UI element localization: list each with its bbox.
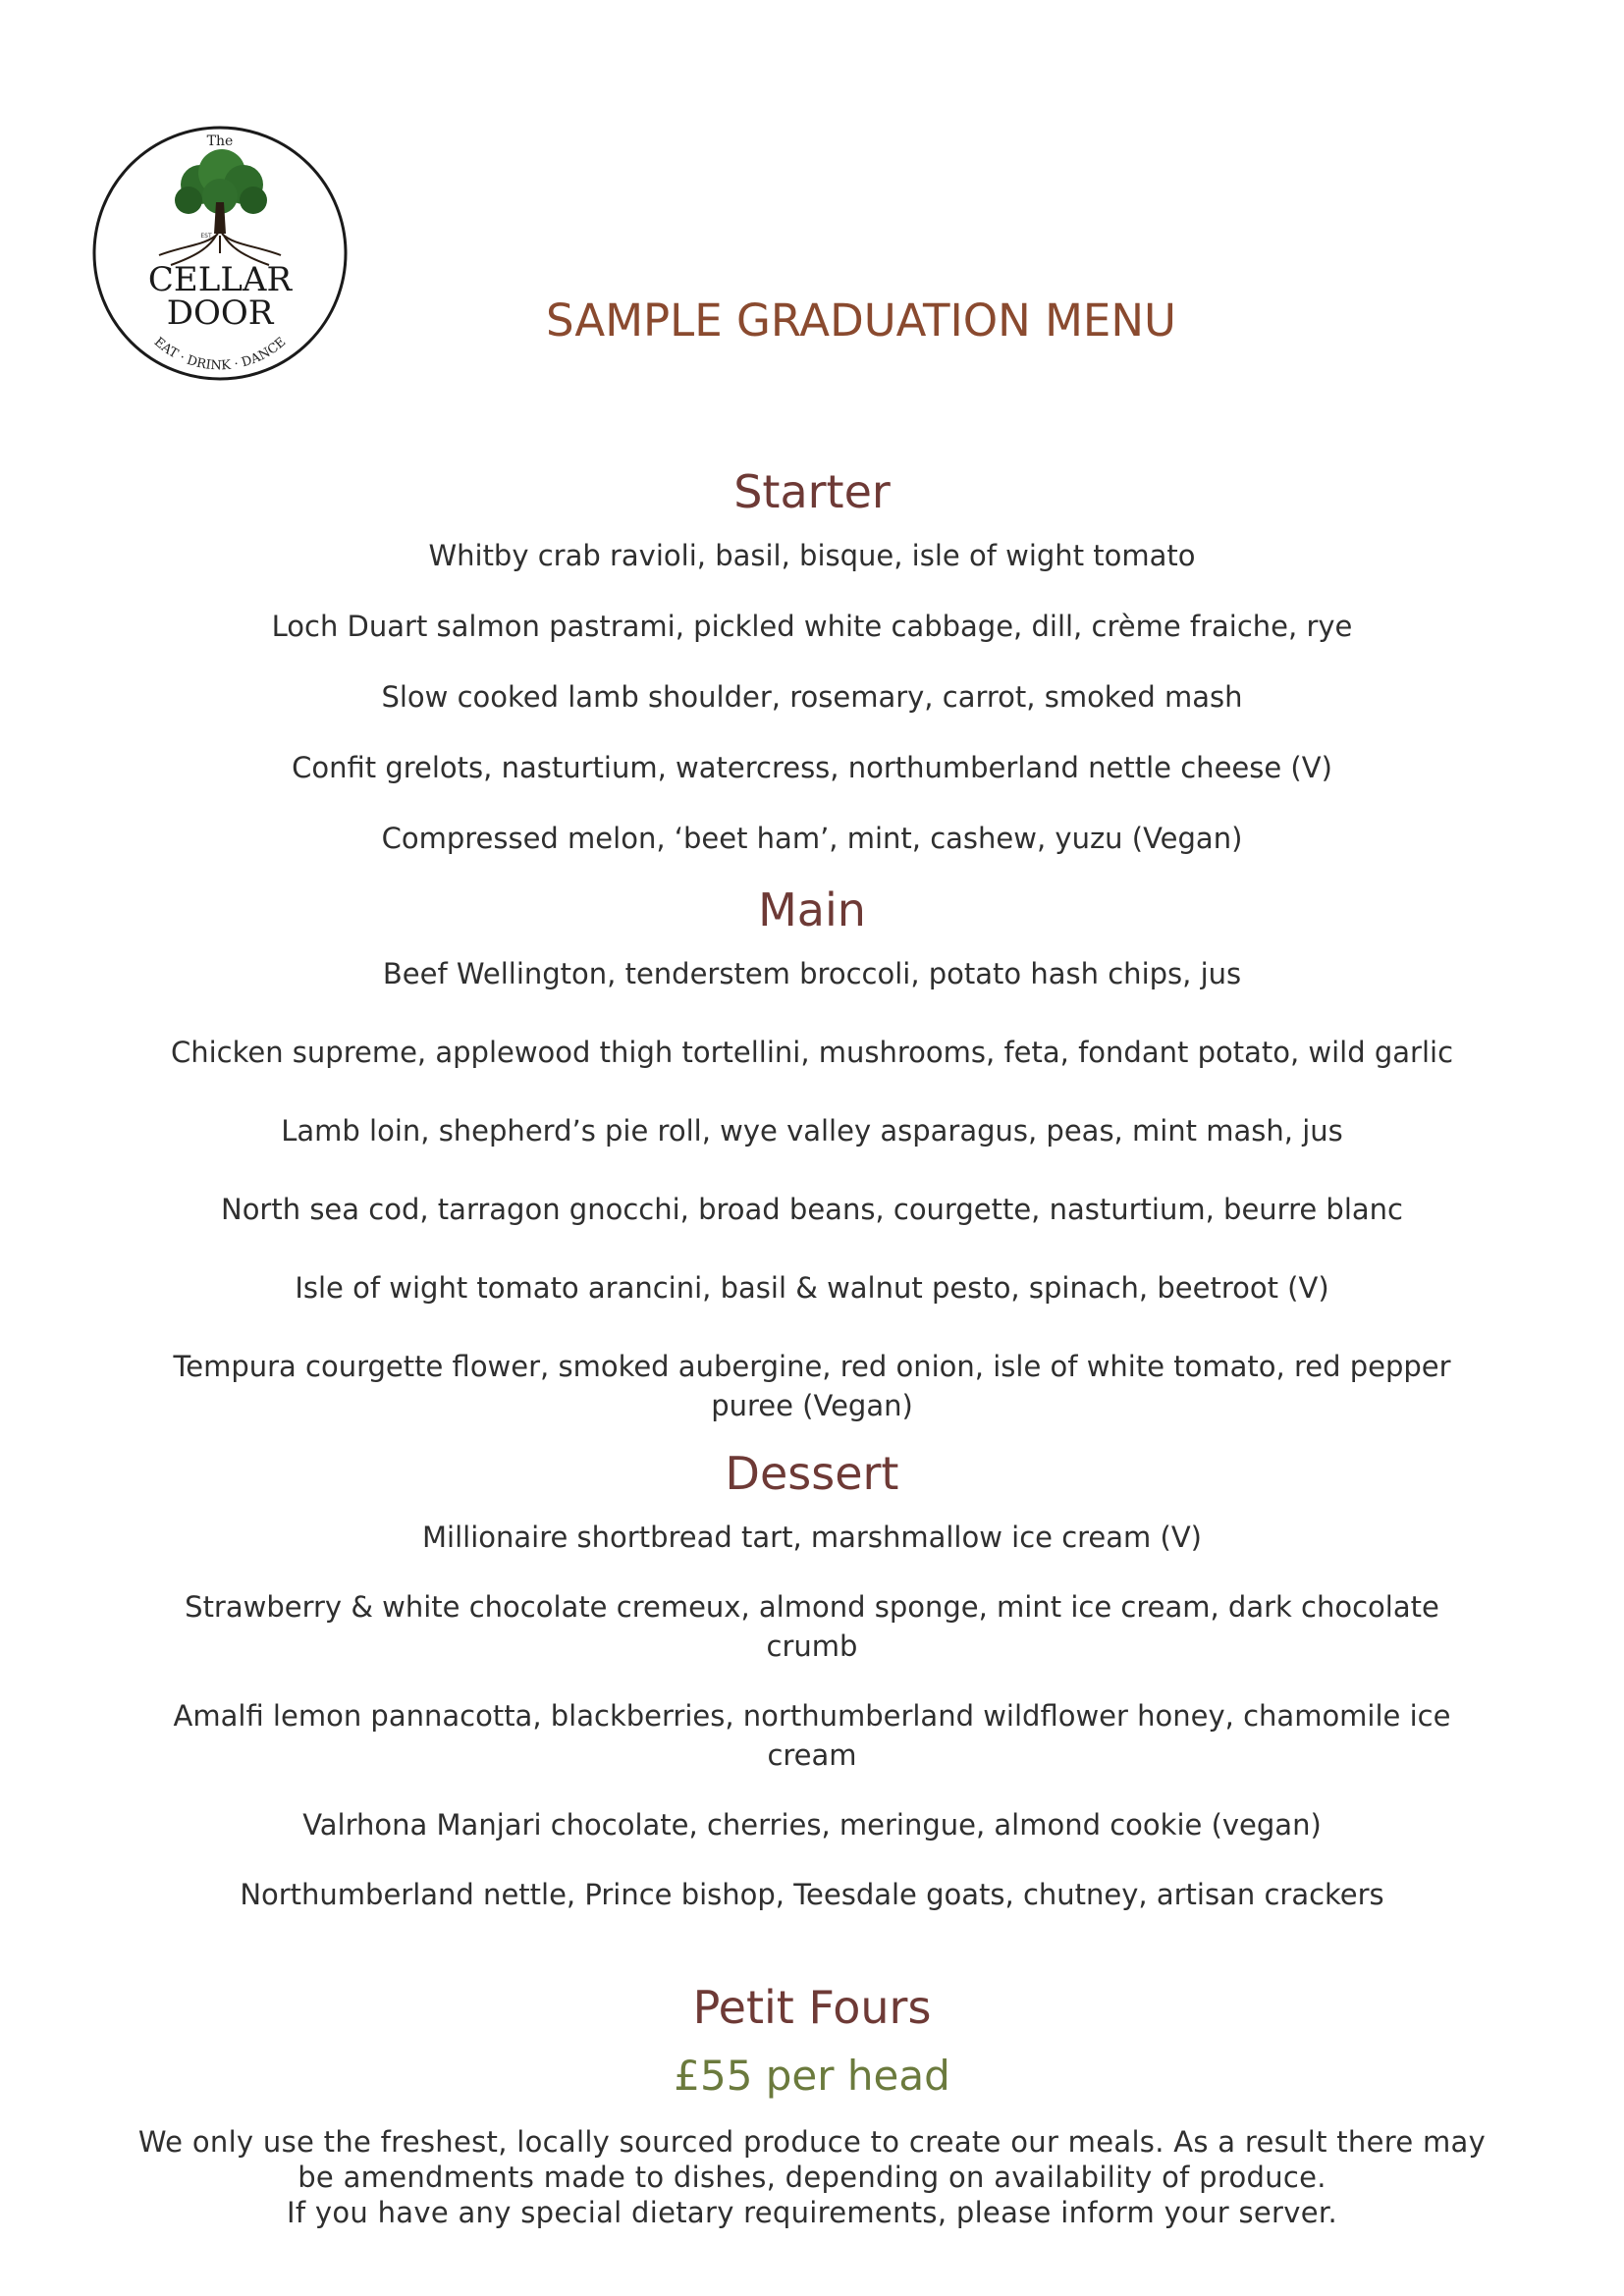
dish-item: Chicken supreme, applewood thigh tortellini, mushrooms, feta, fondant potato, wild garlic — [170, 1036, 1454, 1069]
section-heading-main: Main — [758, 883, 866, 936]
dish-item: Isle of wight tomato arancini, basil & walnut pesto, spinach, beetroot (V) — [295, 1271, 1329, 1305]
dish-item: Whitby crab ravioli, basil, bisque, isle of wight tomato — [428, 539, 1196, 572]
dish-item: Confit grelots, nasturtium, watercress, northumberland nettle cheese (V) — [292, 751, 1332, 784]
dish-item: Loch Duart salmon pastrami, pickled white cabbage, dill, crème fraiche, rye — [271, 610, 1353, 643]
menu — [0, 459, 1624, 2230]
dish-item: Northumberland nettle, Prince bishop, Teesdale goats, chutney, artisan crackers — [240, 1878, 1384, 1911]
footer-note-line2: If you have any special dietary requirements, please inform your server. — [287, 2196, 1337, 2229]
section-petit-fours — [0, 1973, 1624, 2230]
dish-item: Slow cooked lamb shoulder, rosemary, carrot, smoked mash — [381, 680, 1243, 714]
dish-item: Lamb loin, shepherd’s pie roll, wye valley asparagus, peas, mint mash, jus — [281, 1114, 1343, 1148]
logo-text-est: EST — [200, 233, 212, 240]
dish-item: Strawberry & white chocolate cremeux, almond sponge, mint ice cream, dark chocolate crumb — [185, 1590, 1439, 1663]
logo-text-cellar: CELLAR — [147, 260, 293, 299]
section-heading-petit-fours: Petit Fours — [692, 1981, 932, 2034]
dish-item: Tempura courgette flower, smoked aubergine, red onion, isle of white tomato, red pepper puree (Vegan) — [173, 1350, 1451, 1422]
section-main — [0, 878, 1624, 1425]
logo-text-top: The — [206, 133, 234, 149]
dish-item: Valrhona Manjari chocolate, cherries, meringue, almond cookie (vegan) — [302, 1808, 1322, 1842]
footer-note — [0, 2124, 1624, 2230]
logo-text-bottom: EAT · DRINK · DANCE — [150, 335, 290, 374]
section-starter — [0, 459, 1624, 858]
dish-item: North sea cod, tarragon gnocchi, broad beans, courgette, nasturtium, beurre blanc — [221, 1193, 1403, 1226]
dish-item: Beef Wellington, tenderstem broccoli, potato hash chips, jus — [382, 957, 1242, 990]
footer-note-line1: We only use the freshest, locally sourced produce to create our meals. As a result there may be amendments made to dishes, depending on availability of produce. — [137, 2125, 1487, 2194]
section-heading-dessert: Dessert — [725, 1447, 899, 1500]
logo-text-door: DOOR — [166, 294, 274, 333]
price-per-head: £55 per head — [674, 2052, 950, 2100]
section-dessert — [0, 1441, 1624, 1914]
dish-item: Millionaire shortbread tart, marshmallow ice cream (V) — [422, 1521, 1202, 1554]
section-heading-starter: Starter — [733, 465, 891, 518]
dish-item: Compressed melon, ‘beet ham’, mint, cashew, yuzu (Vegan) — [381, 822, 1243, 855]
page-title: SAMPLE GRADUATION MENU — [546, 294, 1176, 347]
dish-item: Amalfi lemon pannacotta, blackberries, northumberland wildflower honey, chamomile ice cream — [173, 1699, 1451, 1772]
